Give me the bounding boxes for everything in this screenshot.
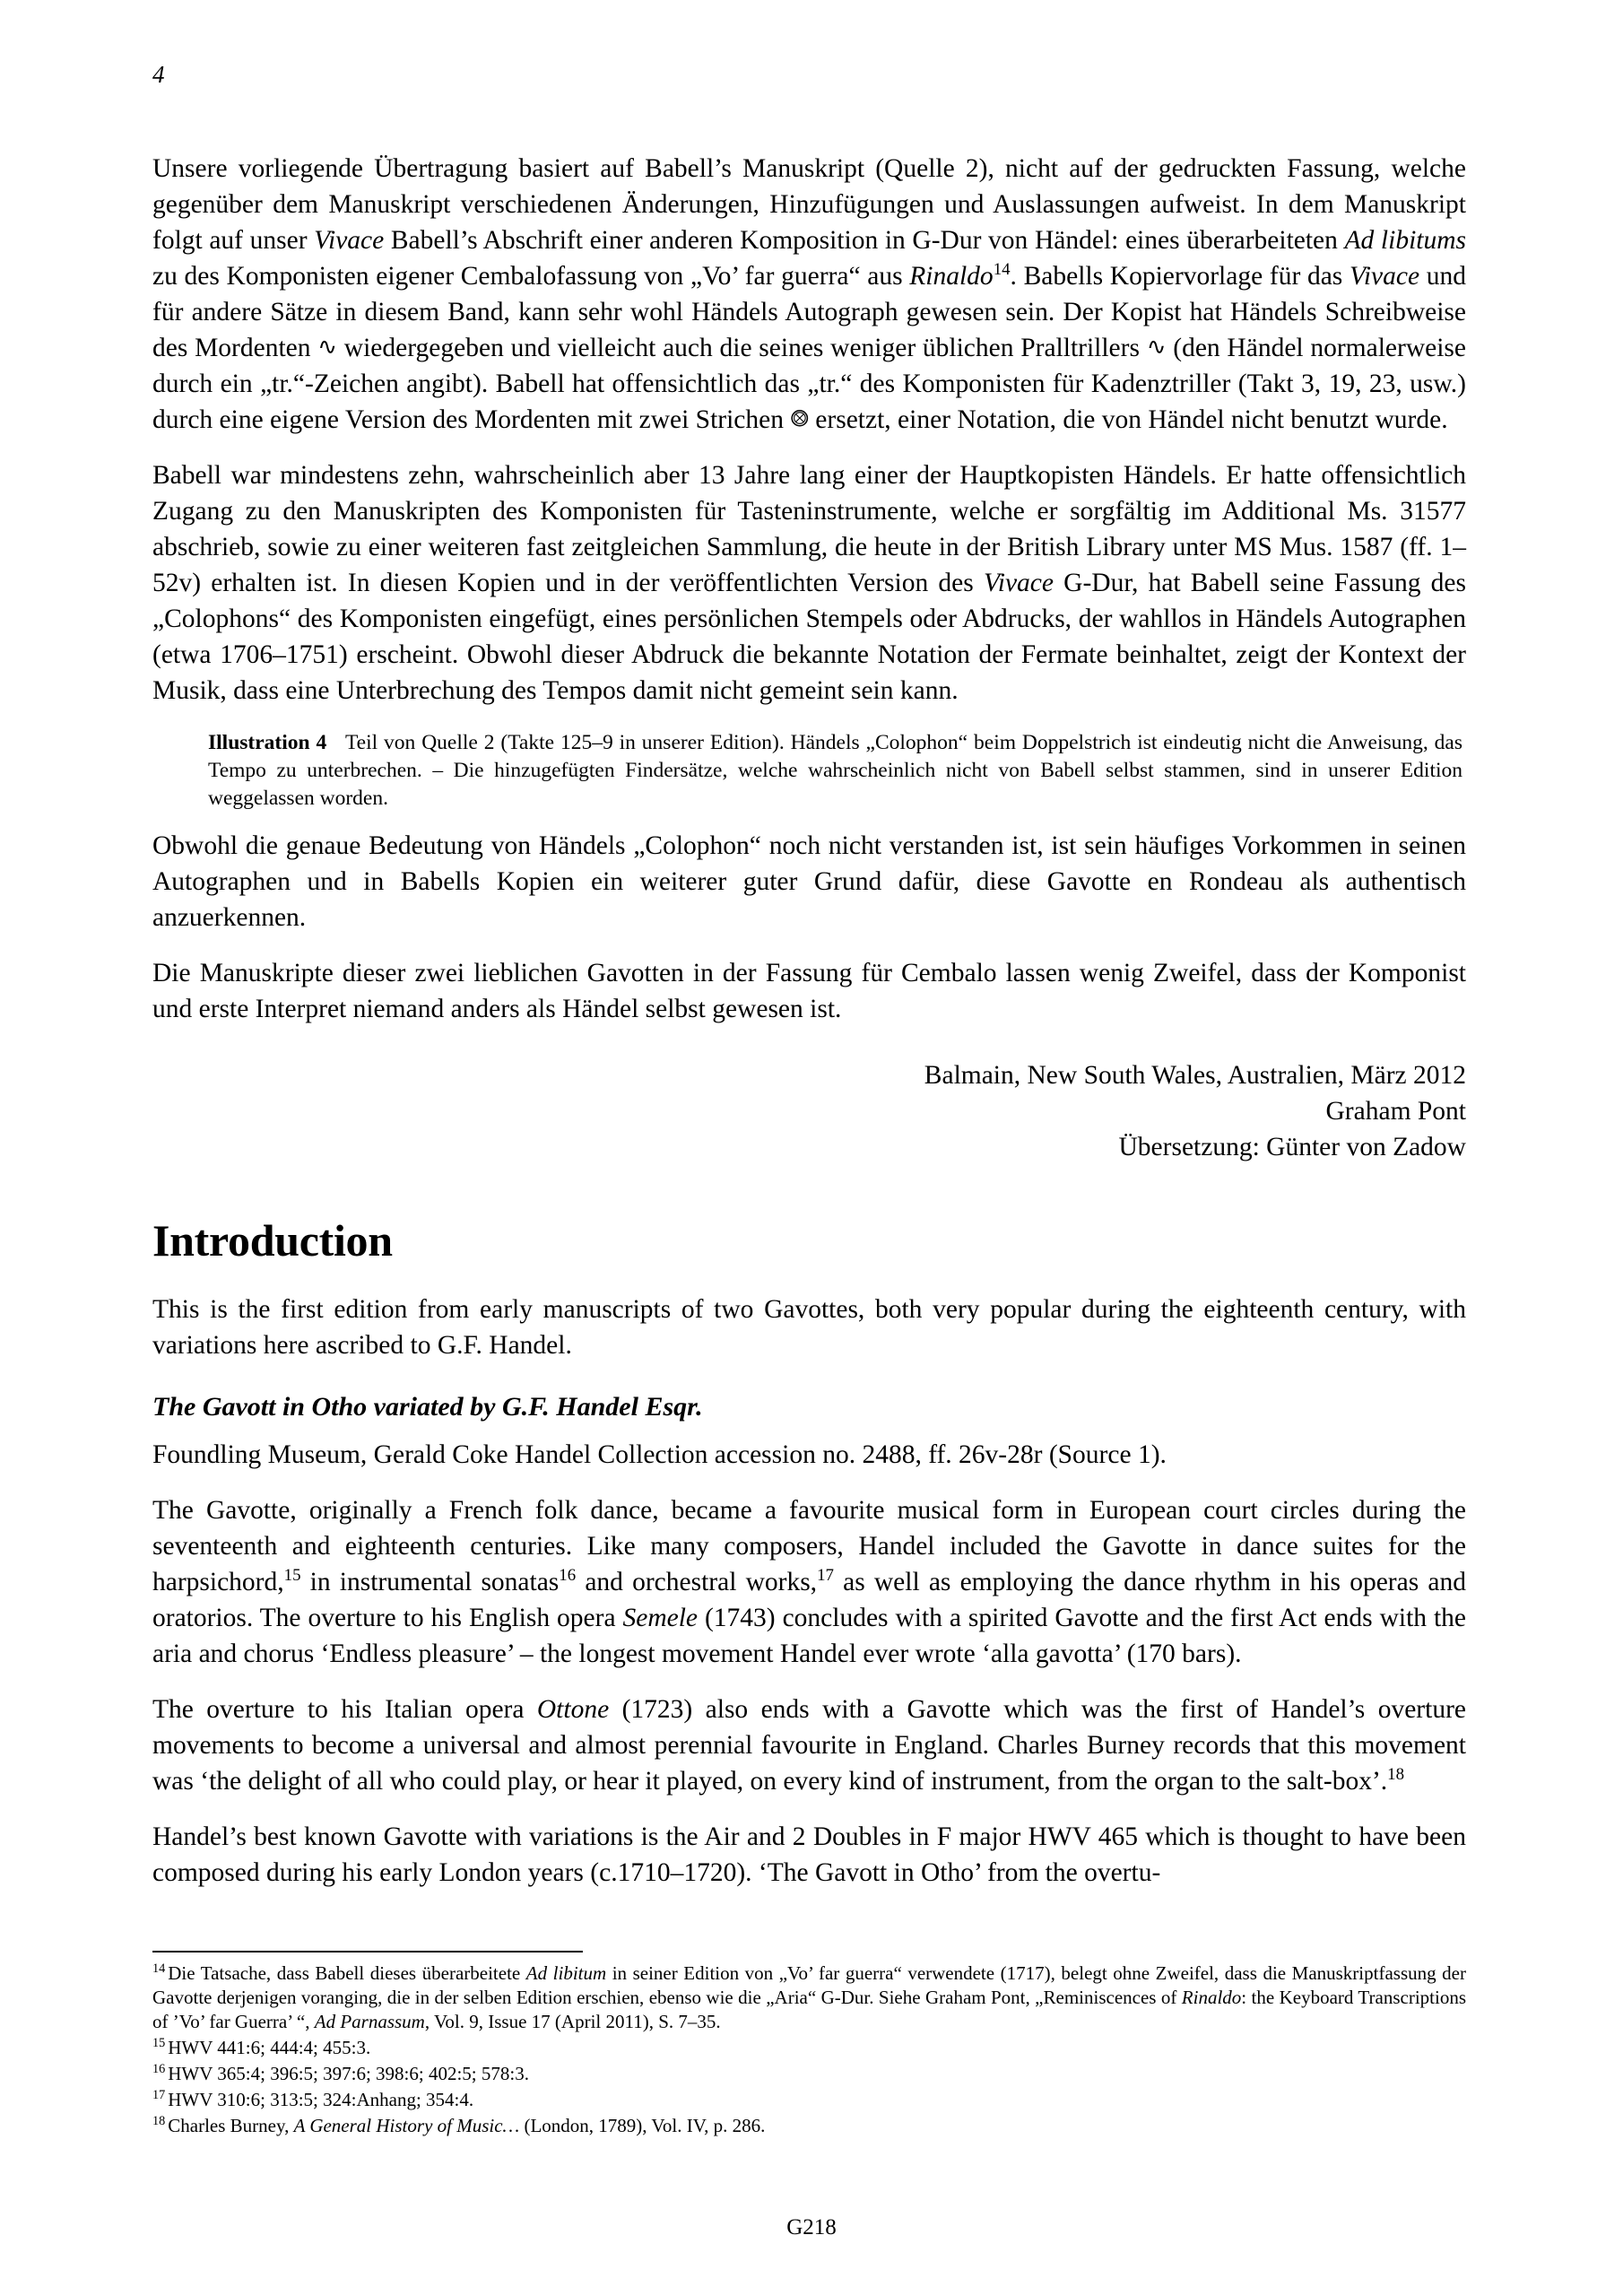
text-segment: in instrumental sonatas [300,1567,560,1596]
italic-rinaldo: Rinaldo [909,261,994,291]
page-footer-code: G218 [786,2215,837,2239]
footnote-number-18: 18 [152,2113,166,2128]
footnote-15 [152,2036,1466,2060]
signature-block [152,1058,1466,1166]
italic-rinaldo-fn: Rinaldo [1181,1986,1242,2008]
page-content [152,63,1466,1911]
italic-ottone: Ottone [536,1694,610,1724]
paragraph-foundling-museum: Foundling Museum, Gerald Coke Handel Collection accession no. 2488, ff. 26v-28r (Source 1). [152,1439,1167,1469]
pralltriller-ornament-icon: ∿ [1146,333,1167,361]
footnote-ref-15[interactable]: 15 [283,1566,301,1586]
footnote-number-15: 15 [152,2035,166,2050]
text-segment: Charles Burney, [168,2114,294,2136]
italic-ad-libitum: Ad libitum [525,1962,607,1984]
footnote-separator-rule [152,1951,583,1952]
italic-vivace-3: Vivace [983,568,1054,597]
illustration-label: Illustration 4 [208,730,327,754]
introduction-heading: Introduction [152,1215,393,1266]
page-number: 4 [152,61,165,88]
text-segment: Die Manuskripte dieser zwei lieblichen Gavotten in der Fassung für Cembalo lassen wenig Zweifel, dass der Komponist und erste Interpret niemand anders als Händel selbst gewesen ist. [152,959,1466,1024]
text-segment: G-Dur, hat Babell seine Fassung des „Colophons“ des Komponisten eingefügt, eines persönlichen Stempels oder Abdrucks, der wahllos in Händels Autographen (etwa 1706–1751) erscheint. Obwohl dieser Abdruck die bekannte Notation der Fermate beinhaltet, zeigt der Kontext der Musik, dass eine Unterbrechung des Tempos damit nicht gemeint sein kann. [152,568,1466,705]
text-segment: (den Händel normalerweise durch ein „tr.“-Zeichen angibt). Babell hat offensichtlich das „tr.“ des Komponisten für Kadenztriller (Takt 3, 19, 23, usw.) durch eine eigene Version des Mordenten mit zwei Strichen [152,333,1466,434]
text-segment: Handel’s best known Gavotte with variations is the Air and 2 Doubles in F major HWV 465 which is thought to have been composed during his early London years (c.1710–1720). ‘The Gavott in Otho’ from the overtu- [152,1822,1466,1887]
illustration-caption-text: Teil von Quelle 2 (Takte 125–9 in unserer Edition). Händels „Colophon“ beim Doppelstrich ist eindeutig nicht die Anweisung, das Tempo zu unterbrechen. – Die hinzugefügten Findersätze, welche wahrscheinlich nicht von Babell selbst stammen, sind in unserer Edition weggelassen worden. [208,730,1462,811]
text-segment: (1723) also ends with a Gavotte which was the first of Handel’s overture movements to become a universal and almost perennial favourite in England. Charles Burney records that this movement was ‘the delight of all who could play, or hear it played, on every kind of instrument, from the organ to the salt-box’. [152,1694,1466,1796]
footnote-ref-14[interactable]: 14 [993,260,1011,280]
text-segment: , Vol. 9, Issue 17 (April 2011), S. 7–35. [424,2010,721,2032]
signature-translator: Übersetzung: Günter von Zadow [1118,1133,1466,1162]
text-segment: Babell’s Abschrift einer anderen Komposition in G-Dur von Händel: eines überarbeiteten [384,225,1345,255]
text-segment: The overture to his Italian opera [152,1694,537,1724]
text-segment: zu des Komponisten eigener Cembalofassung von „Vo’ far guerra“ aus [152,261,910,291]
text-segment: (London, 1789), Vol. IV, p. 286. [519,2114,766,2136]
footnote-18 [152,2114,1466,2138]
text-segment: und für andere Sätze in diesem Band, kann sehr wohl Händels Autograph gewesen sein. Der Kopist hat Händels Schreibweise des Mordenten [152,261,1466,362]
footnote-ref-17[interactable]: 17 [817,1566,834,1586]
mordent-ornament-icon: ∿ [317,333,338,361]
text-segment: in seiner Edition von „Vo’ far guerra“ verwendete (1717), belegt ohne Zweifel, dass die Manuskriptfassung der Gavotte derjenigen voranging, die in der selben Edition erschien, ebenso wie die „Aria“ G-Dur. Siehe Graham Pont, „Reminiscences of [152,1962,1466,2008]
subheading-gavott-in-otho: The Gavott in Otho variated by G.F. Handel Esqr. [152,1391,703,1422]
text-segment: : the Keyboard Transcriptions of ’Vo’ far Guerra’ “, [152,1986,1466,2032]
paragraph-babell-manuscript [152,152,1466,439]
paragraph-hwv-465 [152,1820,1466,1892]
text-segment: The Gavotte, originally a French folk dance, became a favourite musical form in European court circles during the seventeenth and eighteenth centuries. Like many composers, Handel included the Gavotte in dance suites for the harpsichord, [152,1495,1466,1596]
text-segment: HWV 365:4; 396:5; 397:6; 398:6; 402:5; 578:3. [168,2062,529,2084]
text-segment: Babell war mindestens zehn, wahrscheinlich aber 13 Jahre lang einer der Hauptkopisten Händels. Er hatte offensichtlich Zugang zu den Manuskripten des Komponisten für Tasteninstrumente, welche er sorgfältig im Additional Ms. 31577 abschrieb, sowie zu einer weiteren fast zeitgleichen Sammlung, die heute in der British Library unter MS Mus. 1587 (ff. 1–52v) erhalten ist. In diesen Kopien und in der veröffentlichten Version des [152,460,1466,597]
text-segment: Die Tatsache, dass Babell dieses überarbeitete [168,1962,526,1984]
text-segment: Obwohl die genaue Bedeutung von Händels „Colophon“ noch nicht verstanden ist, ist sein häufiges Vorkommen in seinen Autographen und in Babells Kopien ein weiterer guter Grund dafür, diese Gavotte en Rondeau als authentisch anzuerkennen. [152,831,1466,933]
footnote-17 [152,2088,1466,2112]
paragraph-colophon-meaning [152,829,1466,936]
paragraph-manuscripts-gavotten [152,956,1466,1028]
text-segment: . Babells Kopiervorlage für das [1010,261,1350,291]
footnote-ref-16[interactable]: 16 [559,1566,577,1586]
text-segment: ersetzt, einer Notation, die von Händel nicht benutzt wurde. [808,404,1448,434]
paragraph-first-edition: This is the first edition from early manuscripts of two Gavottes, both very popular during the eighteenth century, with variations here ascribed to G.F. Handel. [152,1295,1466,1360]
text-segment: wiedergegeben und vielleicht auch die seines weniger üblichen Pralltrillers [337,333,1147,362]
footnote-number-16: 16 [152,2061,166,2076]
signature-place-date: Balmain, New South Wales, Australien, März 2012 [924,1061,1466,1091]
footnote-number-17: 17 [152,2087,166,2102]
illustration-caption [152,729,1466,813]
signature-author: Graham Pont [1325,1097,1466,1126]
italic-ad-libitums: Ad libitums [1344,225,1466,255]
text-segment: and orchestral works, [576,1567,818,1596]
footnotes-section [152,1951,1466,2140]
footnote-14 [152,1961,1466,2034]
mordent-two-strokes-ornament-icon: ⨷ [790,404,809,432]
paragraph-babell-copyist [152,458,1466,709]
italic-semele: Semele [622,1603,699,1632]
text-segment: (1743) concludes with a spirited Gavotte and the first Act ends with the aria and chorus ‘Endless pleasure’ – the longest movement Handel ever wrote ‘alla gavotta’ (170 bars). [152,1603,1467,1668]
text-segment: HWV 310:6; 313:5; 324:Anhang; 354:4. [168,2088,474,2110]
text-segment: as well as employing the dance rhythm in his operas and oratorios. The overture to his English opera [152,1567,1466,1632]
italic-general-history: A General History of Music… [293,2114,520,2136]
text-segment: HWV 441:6; 444:4; 455:3. [168,2036,371,2058]
footnote-ref-18[interactable]: 18 [1387,1764,1404,1784]
italic-ad-parnassum: Ad Parnassum [314,2010,425,2032]
footnote-16 [152,2062,1466,2086]
text-segment: Unsere vorliegende Übertragung basiert auf Babell’s Manuskript (Quelle 2), nicht auf der gedruckten Fassung, welche gegenüber dem Manuskript verschiedenen Änderungen, Hinzufügungen und Auslassungen aufweist. In dem Manuskript folgt auf unser [152,154,1466,255]
paragraph-ottone-overture [152,1692,1466,1800]
italic-vivace: Vivace [314,225,385,255]
footnote-number-14: 14 [152,1961,166,1976]
paragraph-gavotte-history [152,1493,1466,1673]
italic-vivace-2: Vivace [1349,261,1420,291]
